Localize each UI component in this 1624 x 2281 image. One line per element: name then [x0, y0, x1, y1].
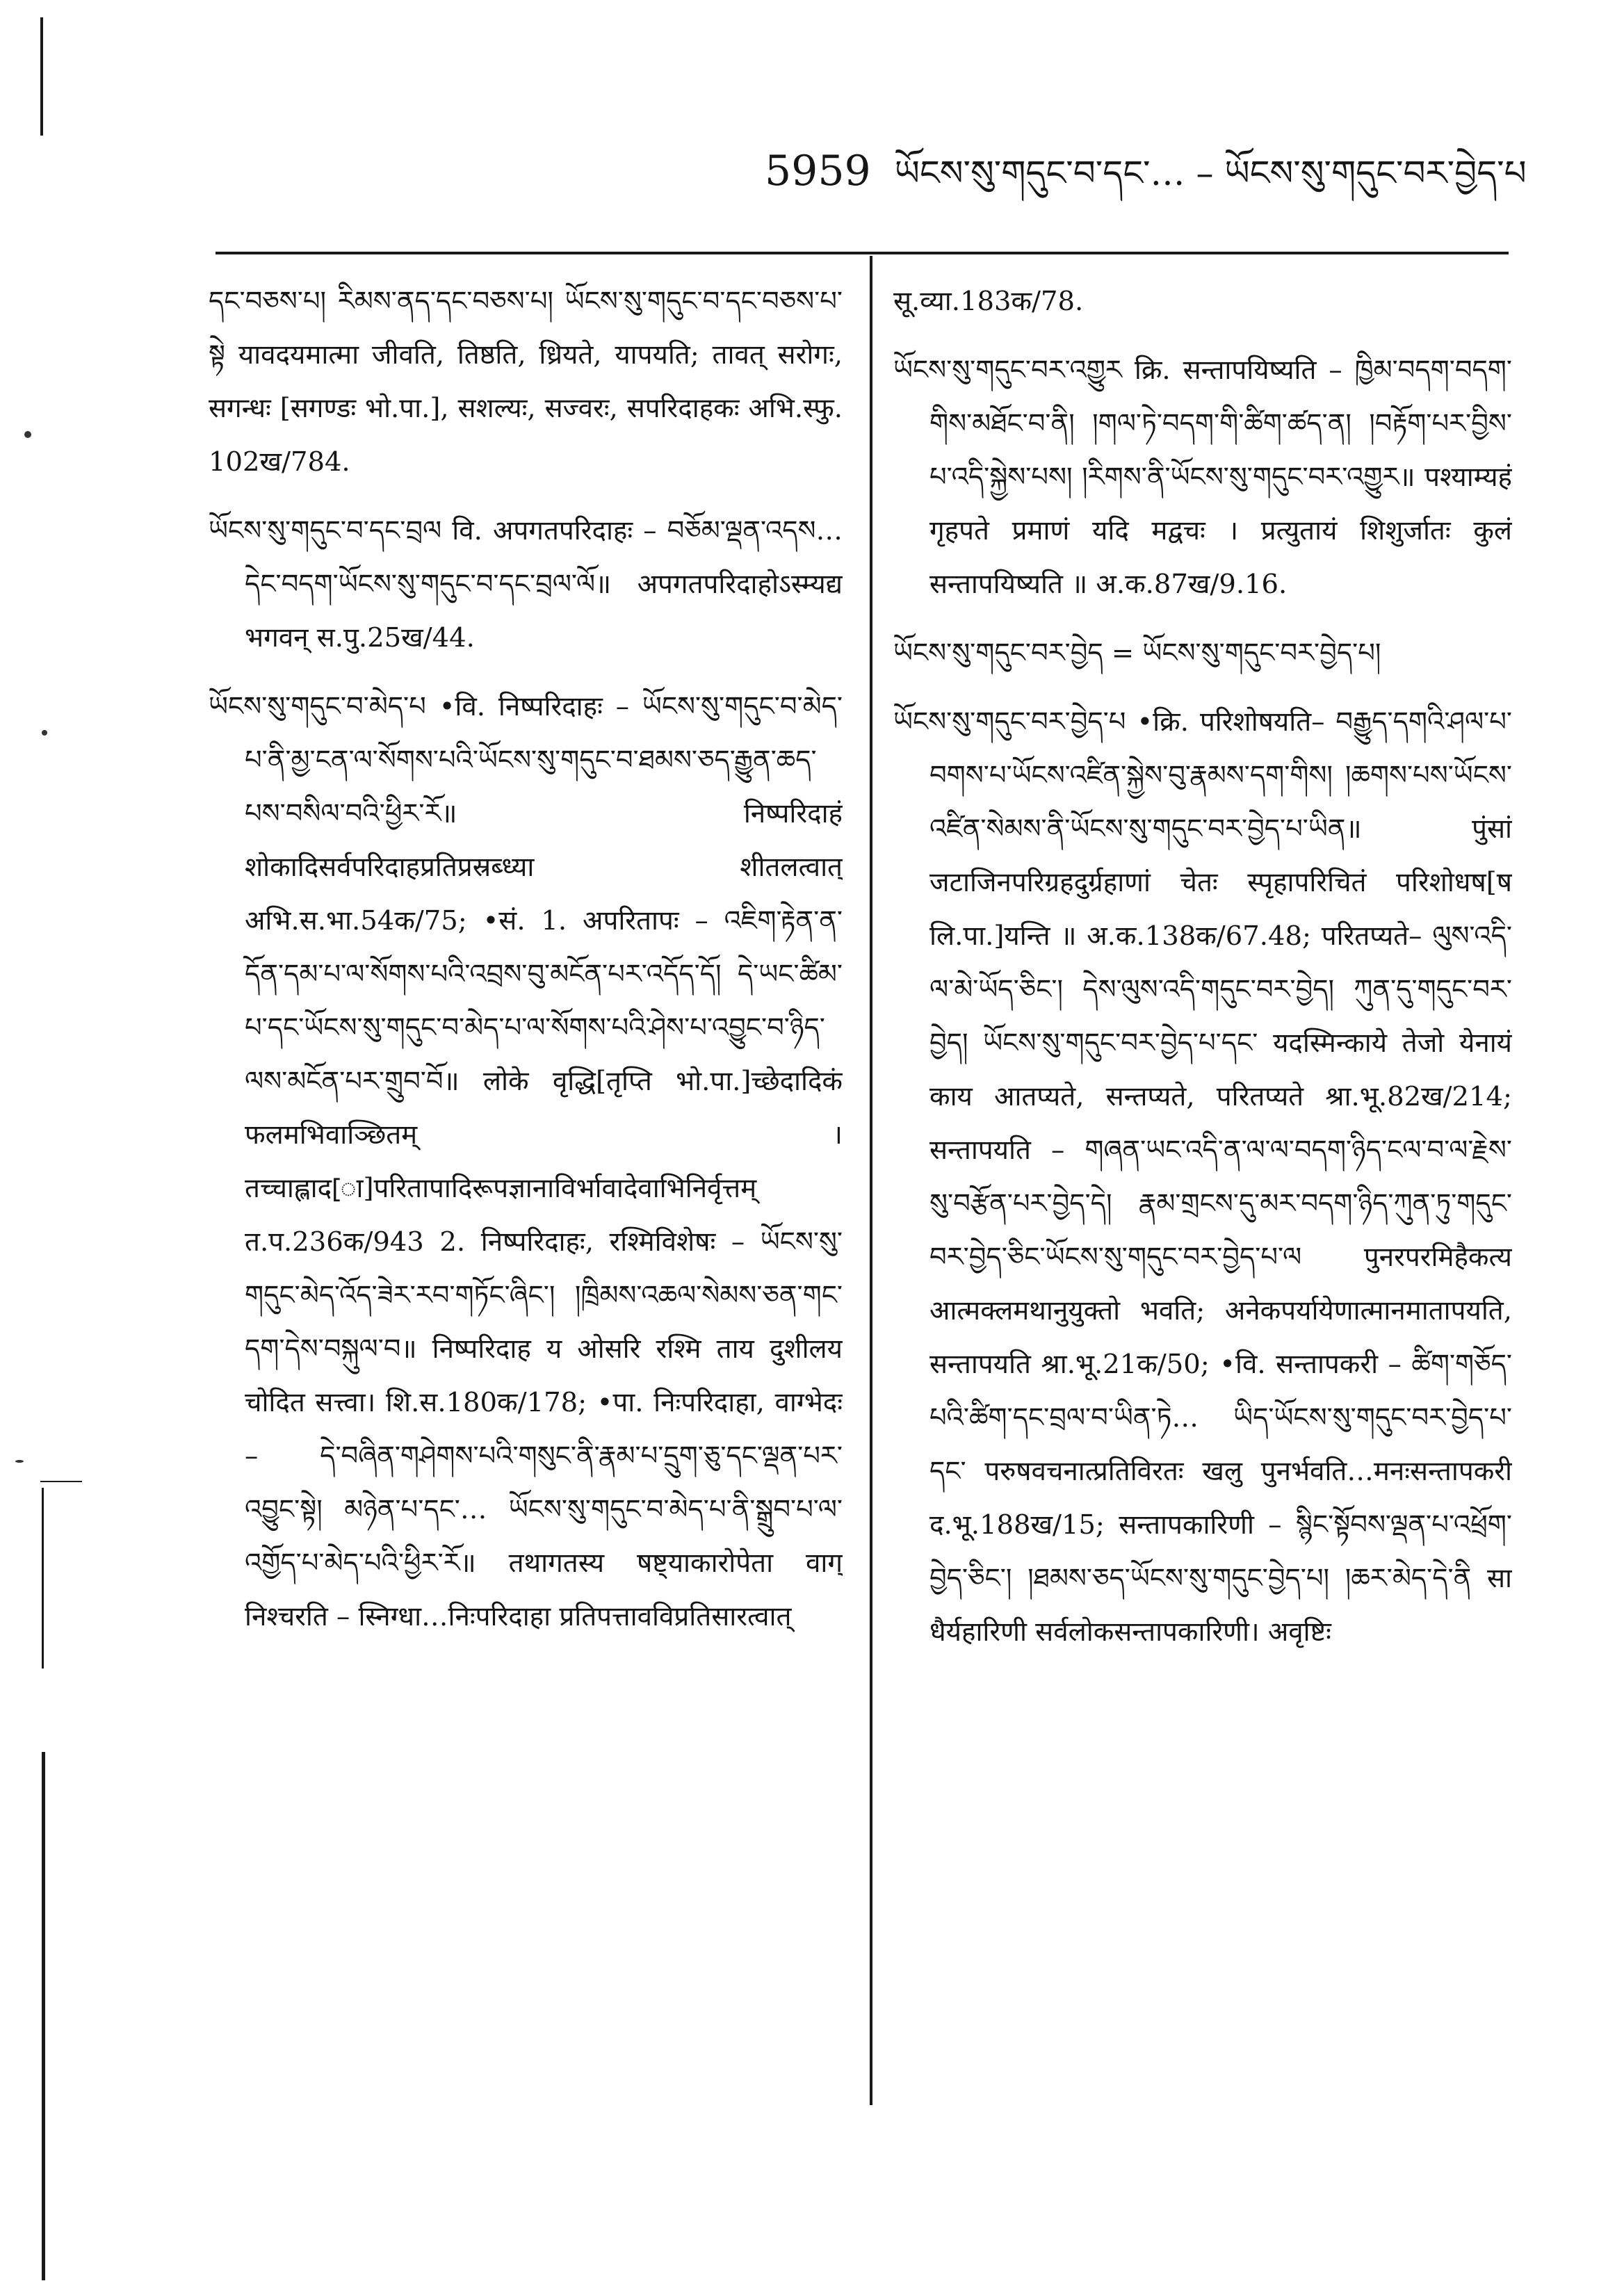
- scan-speck: [24, 431, 31, 438]
- scan-margin-line: [42, 1752, 45, 2280]
- dictionary-entry: ཡོངས་སུ་གདུང་བ་མེད་པ •वि. निष्परिदाहः – ཡོངས་སུ་གདུང་བ་མེད་པ་ནི་མྱ་ངན་ལ་སོགས་པའི་ཡོངས་སུ་གདུང་བ་ཐམས་ཅད་རྒྱུན་ཆད་པས་བསིལ་བའི་ཕྱིར་རོ॥ निष्परिदाहं शोकादिसर्वपरिदाहप्रतिप्रस्रब्ध्या शीतलत्वात् अभि.स.भा.54क/75; •सं. 1. अपरितापः – འཇིག་རྟེན་ན་དོན་དམ་པ་ལ་སོགས་པའི་འབྲས་བུ་མངོན་པར་འདོད་དོ། དེ་ཡང་ཚིམ་པ་དང་ཡོངས་སུ་གདུང་བ་མེད་པ་ལ་སོགས་པའི་ཤེས་པ་འབྱུང་བ་ཉིད་ལས་མངོན་པར་གྲུབ་བོ॥ लोके वृद्धि[तृप्ति भो.पा.]च्छेदादिकं फलमभिवाञ्छितम् । तच्चाह्लाद[ा]परितापादिरूपज्ञानाविर्भावादेवाभिनिर्वृत्तम् त.प.236क/943 2. निष्परिदाहः, रश्मिविशेषः – ཡོངས་སུ་གདུང་མེད་འོད་ཟེར་རབ་གཏོང་ཞིང་། །ཁྲིམས་འཆལ་སེམས་ཅན་གང་དག་དེས་བསྐུལ་བ॥ निष्परिदाह य ओसरि रश्मि ताय दुशीलय चोदित सत्त्वा। शि.स.180क/178; •पा. निःपरिदाहा, वाग्भेदः – དེ་བཞིན་གཤེགས་པའི་གསུང་ནི་རྣམ་པ་དྲུག་ཅུ་དང་ལྡན་པར་འབྱུང་སྟེ། མཉེན་པ་དང་… ཡོངས་སུ་གདུང་བ་མེད་པ་ནི་སྒྲུབ་པ་ལ་འགྱོད་པ་མེད་པའི་ཕྱིར་རོ॥ तथागतस्य षष्ट्याकारोपेता वाग् निश्चरति – स्निग्धा…निःपरिदाहा प्रतिपत्तावविप्रतिसारत्वात्: [209, 691, 843, 1632]
- dictionary-entry: ཡོངས་སུ་གདུང་བར་བྱེད་པ •क्रि. परिशोषयति– བརྒྱུད་དགའི་ཤལ་པ་བགས་པ་ཡོངས་འཛིན་སྐྱེས་བུ་རྣམས་དག་གིས། །ཆགས་པས་ཡོངས་འཛིན་སེམས་ནི་ཡོངས་སུ་གདུང་བར་བྱེད་པ་ཡིན॥ पुंसां जटाजिनपरिग्रहदुर्ग्रहाणां चेतः स्पृहापरिचितं परिशोधष[ष लि.पा.]यन्ति ॥ अ.क.138क/67.48; परितप्यते– ལུས་འདི་ལ་མེ་ཡོད་ཅིང་། དེས་ལུས་འདི་གདུང་བར་བྱེད། ཀུན་དུ་གདུང་བར་བྱེད། ཡོངས་སུ་གདུང་བར་བྱེད་པ་དང་ यदस्मिन्काये तेजो येनायं काय आतप्यते, सन्तप्यते, परितप्यते श्रा.भू.82ख/214; सन्तापयति – གཞན་ཡང་འདི་ན་ལ་ལ་བདག་ཉིད་ངལ་བ་ལ་རྗེས་སུ་བརྩོན་པར་བྱེད་དེ། རྣམ་གྲངས་དུ་མར་བདག་ཉིད་ཀུན་ཏུ་གདུང་བར་བྱེད་ཅིང་ཡོངས་སུ་གདུང་བར་བྱེད་པ་ལ पुनरपरमिहैकत्य आत्मक्लमथानुयुक्तो भवति; अनेकपर्यायेणात्मानमातापयति, सन्तापयति श्रा.भू.21क/50; •वि. सन्तापकरी – ཚིག་གཅོད་པའི་ཚིག་དང་བྲལ་བ་ཡིན་ཏེ… ཡིད་ཡོངས་སུ་གདུང་བར་བྱེད་པ་དང་ परुषवचनात्प्रतिविरतः खलु पुनर्भवति…मनःसन्तापकरी द.भू.188ख/15; सन्तापकारिणी – སྙིང་སྟོབས་ལྡན་པ་འཕྲོག་བྱེད་ཅིང་། །ཐམས་ཅད་ཡོངས་སུ་གདུང་བྱེད་པ། །ཆར་མེད་དེ་ནི सा धैर्यहारिणी सर्वलोकसन्तापकारिणी। अवृष्टिः: [893, 706, 1512, 1648]
- header-range: ཡོངས་སུ་གདུང་བ་དང་… – ཡོངས་སུ་གདུང་བར་བྱེད་པ: [894, 153, 1527, 193]
- scan-speck: [15, 1460, 24, 1463]
- left-column: [209, 275, 843, 2110]
- page-number: 5959: [765, 147, 871, 195]
- scan-margin-line: [42, 1488, 44, 1669]
- right-column: [893, 275, 1512, 2110]
- header-rule: [216, 252, 1509, 254]
- dictionary-entry: सू.व्या.183क/78.: [893, 286, 1084, 317]
- dictionary-entry: ཡོངས་སུ་གདུང་བར་བྱེད = ཡོངས་སུ་གདུང་བར་བྱེད་པ།: [893, 638, 1381, 669]
- dictionary-entry: ཡོངས་སུ་གདུང་བ་དང་བྲལ वि. अपगतपरिदाहः – བཅོམ་ལྡན་འདས…དེང་བདག་ཡོངས་སུ་གདུང་བ་དང་བྲལ་ལོ॥ अपगतपरिदाहोऽस्म्यद्य भगवन् स.पु.25ख/44.: [209, 515, 843, 654]
- dictionary-entry: ཡོངས་སུ་གདུང་བར་འགྱུར क्रि. सन्तापयिष्यति – ཁྱིམ་བདག་བདག་གིས་མཐོང་བ་ནི། །གལ་ཏེ་བདག་གི་ཚིག་ཚད་ན། །བརྟོག་པར་བྱིས་པ་འདི་སྐྱེས་པས། །རིགས་ནི་ཡོངས་སུ་གདུང་བར་འགྱུར॥ पश्याम्यहं गृहपते प्रमाणं यदि मद्वचः । प्रत्युतायं शिशुर्जातः कुलं सन्तापयिष्यति ॥ अ.क.87ख/9.16.: [893, 355, 1512, 600]
- scan-margin-line: [40, 1481, 82, 1482]
- column-divider: [870, 256, 872, 2105]
- dictionary-entry: དང་བཅས་པ། རིམས་ནད་དང་བཅས་པ། ཡོངས་སུ་གདུང་བ་དང་བཅས་པ་སྟེ यावदयमात्मा जीवति, तिष्ठति, ध्रियते, यापयति; तावत् सरोगः, सगन्धः [सगण्डः भो.पा.], सशल्यः, सज्वरः, सपरिदाहकः अभि.स्फु. 102ख/784.: [209, 286, 843, 478]
- page-header: [765, 146, 1527, 196]
- scan-margin-line: [40, 17, 43, 136]
- scan-speck: [42, 730, 47, 736]
